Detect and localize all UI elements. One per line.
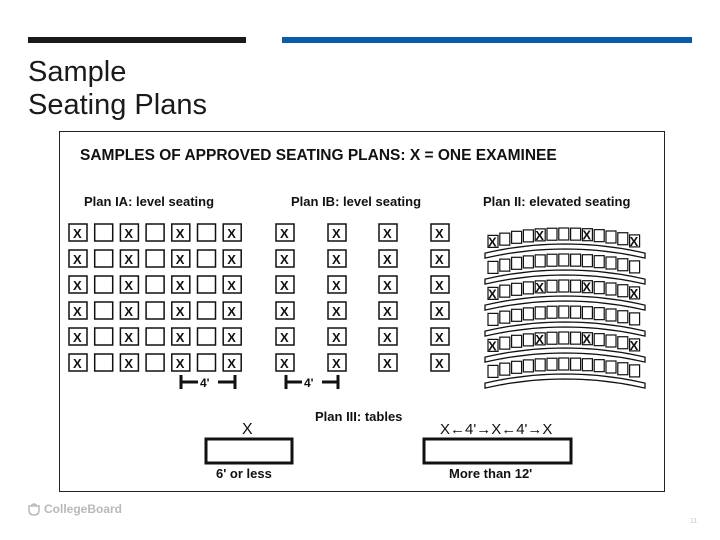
seat bbox=[559, 228, 569, 240]
seat bbox=[571, 254, 581, 266]
examinee-mark: X bbox=[332, 356, 341, 371]
seat bbox=[488, 365, 498, 377]
empty-seat bbox=[146, 354, 164, 371]
elevated-row bbox=[485, 358, 645, 388]
examinee-seat bbox=[276, 328, 294, 345]
examinee-seat bbox=[223, 276, 241, 293]
examinee-seat bbox=[172, 354, 190, 371]
examinee-seat bbox=[431, 250, 449, 267]
seat bbox=[571, 228, 581, 240]
examinee-seat bbox=[120, 250, 138, 267]
seat bbox=[606, 335, 616, 347]
examinee-seat bbox=[276, 302, 294, 319]
seat bbox=[571, 332, 581, 344]
seat bbox=[594, 308, 604, 320]
examinee-mark: X bbox=[175, 252, 185, 267]
examinee-mark: X bbox=[280, 252, 289, 267]
examinee-seat bbox=[276, 250, 294, 267]
examinee-seat bbox=[431, 302, 449, 319]
examinee-mark: X bbox=[629, 285, 639, 301]
seat bbox=[512, 361, 522, 373]
large-table bbox=[424, 439, 571, 463]
seat bbox=[630, 261, 640, 273]
large-table-examinees: X←4'→X←4'→X bbox=[440, 421, 553, 438]
seat bbox=[547, 332, 557, 344]
small-table-examinee: X bbox=[242, 421, 253, 438]
seat bbox=[523, 282, 533, 294]
seat bbox=[559, 280, 569, 292]
plan-iii-label: Plan III: tables bbox=[315, 409, 403, 424]
examinee-mark: X bbox=[280, 278, 289, 293]
examinee-mark: X bbox=[435, 252, 444, 267]
examinee-seat bbox=[120, 276, 138, 293]
examinee-mark: X bbox=[383, 252, 392, 267]
seat bbox=[547, 280, 557, 292]
examinee-seat bbox=[120, 224, 138, 241]
empty-seat bbox=[146, 328, 164, 345]
seat bbox=[618, 259, 628, 271]
empty-seat bbox=[95, 224, 113, 241]
examinee-seat bbox=[120, 302, 138, 319]
seat bbox=[594, 230, 604, 242]
examinee-seat bbox=[120, 328, 138, 345]
examinee-seat bbox=[328, 276, 346, 293]
seat bbox=[594, 282, 604, 294]
examinee-mark: X bbox=[383, 226, 392, 241]
examinee-seat bbox=[431, 328, 449, 345]
examinee-seat bbox=[69, 276, 87, 293]
logo-text: CollegeBoard bbox=[44, 502, 123, 516]
seat bbox=[500, 311, 510, 323]
seat bbox=[618, 285, 628, 297]
examinee-mark: X bbox=[435, 226, 444, 241]
plan-ib-spacing-label: 4' bbox=[304, 376, 314, 390]
examinee-mark: X bbox=[73, 304, 82, 319]
seat bbox=[582, 307, 592, 319]
empty-seat bbox=[198, 224, 216, 241]
examinee-mark: X bbox=[582, 227, 592, 243]
examinee-seat bbox=[69, 354, 87, 371]
examinee-seat bbox=[223, 354, 241, 371]
empty-seat bbox=[198, 328, 216, 345]
seat bbox=[535, 307, 545, 319]
seat bbox=[606, 309, 616, 321]
examinee-mark: X bbox=[280, 356, 289, 371]
empty-seat bbox=[146, 302, 164, 319]
examinee-mark: X bbox=[383, 304, 392, 319]
seat bbox=[594, 334, 604, 346]
empty-seat bbox=[146, 224, 164, 241]
examinee-seat bbox=[379, 328, 397, 345]
examinee-mark: X bbox=[582, 331, 592, 347]
seat bbox=[500, 285, 510, 297]
seat bbox=[512, 335, 522, 347]
empty-seat bbox=[198, 250, 216, 267]
examinee-seat bbox=[328, 354, 346, 371]
examinee-seat bbox=[328, 224, 346, 241]
examinee-seat bbox=[276, 354, 294, 371]
examinee-seat bbox=[69, 224, 87, 241]
empty-seat bbox=[146, 276, 164, 293]
examinee-mark: X bbox=[227, 226, 236, 241]
examinee-mark: X bbox=[488, 338, 497, 354]
seat bbox=[559, 332, 569, 344]
examinee-seat bbox=[328, 328, 346, 345]
examinee-mark: X bbox=[227, 356, 236, 371]
examinee-mark: X bbox=[227, 252, 236, 267]
examinee-mark: X bbox=[124, 330, 134, 345]
seat bbox=[523, 334, 533, 346]
examinee-seat bbox=[69, 328, 87, 345]
examinee-mark: X bbox=[280, 330, 289, 345]
examinee-mark: X bbox=[124, 226, 134, 241]
seat bbox=[571, 306, 581, 318]
title-rule-dark bbox=[28, 37, 246, 43]
examinee-mark: X bbox=[227, 304, 236, 319]
examinee-seat bbox=[172, 250, 190, 267]
seat bbox=[630, 365, 640, 377]
seat bbox=[582, 255, 592, 267]
examinee-mark: X bbox=[535, 227, 544, 243]
seat bbox=[523, 360, 533, 372]
slide-title-line-1: Sample bbox=[28, 56, 127, 88]
examinee-seat bbox=[328, 302, 346, 319]
seating-plans-figure bbox=[59, 131, 665, 492]
examinee-mark: X bbox=[332, 330, 341, 345]
slide-title bbox=[28, 56, 428, 122]
examinee-seat bbox=[223, 328, 241, 345]
seat bbox=[618, 233, 628, 245]
seat bbox=[618, 311, 628, 323]
examinee-seat bbox=[172, 302, 190, 319]
examinee-mark: X bbox=[175, 226, 185, 241]
empty-seat bbox=[95, 250, 113, 267]
examinee-mark: X bbox=[332, 278, 341, 293]
seat bbox=[547, 306, 557, 318]
seat bbox=[547, 358, 557, 370]
examinee-seat bbox=[69, 302, 87, 319]
examinee-mark: X bbox=[535, 331, 544, 347]
seat bbox=[523, 256, 533, 268]
examinee-seat bbox=[223, 302, 241, 319]
seat bbox=[630, 313, 640, 325]
empty-seat bbox=[198, 302, 216, 319]
seat bbox=[606, 231, 616, 243]
examinee-mark: X bbox=[227, 330, 236, 345]
seat bbox=[500, 259, 510, 271]
seat bbox=[535, 255, 545, 267]
plan-ib-label: Plan IB: level seating bbox=[291, 194, 422, 209]
seat bbox=[606, 361, 616, 373]
seat bbox=[547, 228, 557, 240]
examinee-mark: X bbox=[175, 278, 185, 293]
college-board-logo bbox=[28, 502, 122, 516]
empty-seat bbox=[146, 250, 164, 267]
examinee-seat bbox=[172, 276, 190, 293]
seat bbox=[512, 257, 522, 269]
examinee-seat bbox=[379, 354, 397, 371]
examinee-mark: X bbox=[227, 278, 236, 293]
examinee-seat bbox=[223, 250, 241, 267]
examinee-mark: X bbox=[629, 337, 639, 353]
examinee-mark: X bbox=[73, 278, 82, 293]
plan-ia-spacing-marker bbox=[181, 374, 235, 390]
examinee-mark: X bbox=[175, 330, 185, 345]
empty-seat bbox=[95, 302, 113, 319]
examinee-seat bbox=[431, 224, 449, 241]
examinee-seat bbox=[379, 224, 397, 241]
examinee-mark: X bbox=[488, 234, 497, 250]
seat bbox=[571, 280, 581, 292]
examinee-mark: X bbox=[73, 226, 82, 241]
examinee-seat bbox=[120, 354, 138, 371]
examinee-mark: X bbox=[175, 356, 185, 371]
examinee-mark: X bbox=[280, 304, 289, 319]
examinee-seat bbox=[379, 250, 397, 267]
seat bbox=[488, 313, 498, 325]
seat bbox=[571, 358, 581, 370]
examinee-mark: X bbox=[73, 330, 82, 345]
examinee-mark: X bbox=[124, 278, 134, 293]
seat bbox=[500, 363, 510, 375]
empty-seat bbox=[198, 354, 216, 371]
examinee-mark: X bbox=[73, 356, 82, 371]
examinee-mark: X bbox=[332, 226, 341, 241]
empty-seat bbox=[95, 328, 113, 345]
examinee-seat bbox=[379, 302, 397, 319]
seat bbox=[512, 283, 522, 295]
examinee-mark: X bbox=[332, 304, 341, 319]
figure-heading: SAMPLES OF APPROVED SEATING PLANS: X = ONE EXAMINEE bbox=[80, 147, 557, 164]
examinee-mark: X bbox=[124, 356, 134, 371]
plan-ib-grid bbox=[276, 224, 449, 371]
empty-seat bbox=[95, 354, 113, 371]
seat bbox=[618, 337, 628, 349]
plan-ia-label: Plan IA: level seating bbox=[84, 194, 215, 209]
examinee-mark: X bbox=[175, 304, 185, 319]
seat bbox=[618, 363, 628, 375]
examinee-mark: X bbox=[73, 252, 82, 267]
plan-ii-rows bbox=[485, 228, 645, 388]
examinee-mark: X bbox=[280, 226, 289, 241]
examinee-mark: X bbox=[535, 279, 544, 295]
seat bbox=[512, 231, 522, 243]
seat bbox=[594, 256, 604, 268]
empty-seat bbox=[198, 276, 216, 293]
slide-title-line-2: Seating Plans bbox=[28, 89, 207, 121]
examinee-seat bbox=[223, 224, 241, 241]
plan-ib-spacing-marker bbox=[286, 374, 338, 390]
seat bbox=[500, 233, 510, 245]
seat bbox=[594, 360, 604, 372]
examinee-mark: X bbox=[435, 330, 444, 345]
plan-ia-spacing-label: 4' bbox=[200, 376, 210, 390]
examinee-mark: X bbox=[332, 252, 341, 267]
seat bbox=[559, 254, 569, 266]
plan-ia-grid bbox=[69, 224, 241, 371]
seat bbox=[535, 359, 545, 371]
large-table-caption: More than 12' bbox=[449, 466, 533, 481]
empty-seat bbox=[95, 276, 113, 293]
examinee-mark: X bbox=[383, 330, 392, 345]
examinee-seat bbox=[431, 276, 449, 293]
examinee-seat bbox=[379, 276, 397, 293]
seat bbox=[559, 306, 569, 318]
acorn-icon bbox=[28, 502, 40, 516]
small-table-caption: 6' or less bbox=[216, 466, 272, 481]
examinee-mark: X bbox=[488, 286, 497, 302]
examinee-mark: X bbox=[435, 304, 444, 319]
examinee-seat bbox=[276, 276, 294, 293]
examinee-mark: X bbox=[582, 279, 592, 295]
examinee-seat bbox=[69, 250, 87, 267]
examinee-mark: X bbox=[629, 233, 639, 249]
examinee-seat bbox=[328, 250, 346, 267]
seat bbox=[523, 308, 533, 320]
page-number: 11 bbox=[690, 518, 698, 525]
seat bbox=[559, 358, 569, 370]
seating-plans-diagram bbox=[60, 132, 666, 493]
seat bbox=[488, 261, 498, 273]
examinee-seat bbox=[276, 224, 294, 241]
examinee-mark: X bbox=[435, 356, 444, 371]
small-table bbox=[206, 439, 292, 463]
examinee-mark: X bbox=[124, 304, 134, 319]
seat bbox=[523, 230, 533, 242]
examinee-seat bbox=[431, 354, 449, 371]
seat bbox=[547, 254, 557, 266]
plan-ii-label: Plan II: elevated seating bbox=[483, 194, 631, 209]
seat bbox=[512, 309, 522, 321]
seat bbox=[606, 283, 616, 295]
examinee-seat bbox=[172, 328, 190, 345]
examinee-mark: X bbox=[383, 278, 392, 293]
title-rule-blue bbox=[282, 37, 692, 43]
examinee-mark: X bbox=[124, 252, 134, 267]
examinee-seat bbox=[172, 224, 190, 241]
examinee-mark: X bbox=[383, 356, 392, 371]
seat bbox=[582, 359, 592, 371]
seat bbox=[606, 257, 616, 269]
examinee-mark: X bbox=[435, 278, 444, 293]
seat bbox=[500, 337, 510, 349]
